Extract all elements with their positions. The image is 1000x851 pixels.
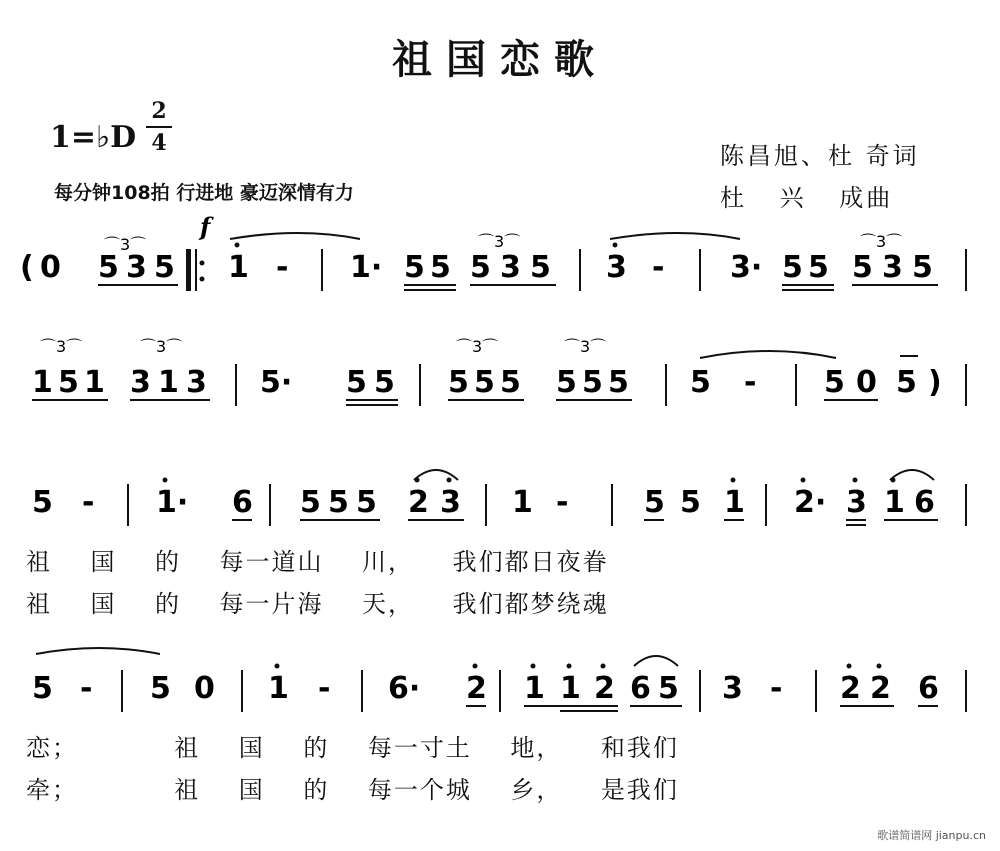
note: 5: [58, 365, 79, 400]
octave-dot: [447, 478, 452, 483]
note: 5: [374, 365, 395, 400]
song-title: 祖国恋歌: [392, 36, 608, 83]
time-signature-top: 2: [151, 98, 167, 124]
note: 6: [914, 485, 935, 520]
octave-dot: [601, 664, 606, 669]
note: 2: [840, 671, 861, 706]
note: 2: [870, 671, 891, 706]
octave-dot: [731, 478, 736, 483]
note: 5: [556, 365, 577, 400]
note: 3·: [730, 250, 763, 285]
note: 3: [130, 365, 151, 400]
octave-dot: [567, 664, 572, 669]
triplet-mark: ⌒3⌒: [478, 232, 521, 251]
score-row-4: [0, 640, 1000, 720]
octave-dot: [613, 243, 618, 248]
octave-dot: [877, 664, 882, 669]
lyrics-verse-1-line-2: 恋； 祖 国 的 每一寸土 地， 和我们: [26, 734, 679, 762]
time-signature-divider: [146, 126, 172, 128]
note: 3: [846, 485, 867, 520]
triplet-mark: ⌒3⌒: [40, 337, 83, 356]
dash: -: [556, 485, 569, 520]
octave-dot: [801, 478, 806, 483]
note: 2: [466, 671, 487, 706]
note: 5: [150, 671, 171, 706]
note: 5: [808, 250, 829, 285]
note: 5: [430, 250, 451, 285]
note: 1: [524, 671, 545, 706]
note: 5: [404, 250, 425, 285]
note: 5: [32, 485, 53, 520]
note: 6·: [388, 671, 421, 706]
note: 5: [824, 365, 845, 400]
note: 2: [408, 485, 429, 520]
repeat-start-barline: [186, 249, 191, 291]
score-row-1: [0, 212, 1000, 305]
repeat-dot: [200, 261, 205, 266]
tie-arc: [610, 233, 740, 239]
score-row-4-graphics: [0, 640, 1000, 720]
note: 1: [560, 671, 581, 706]
note: 5: [328, 485, 349, 520]
note: 3: [126, 250, 147, 285]
note: 3: [186, 365, 207, 400]
note: 1: [884, 485, 905, 520]
octave-dot: [531, 664, 536, 669]
note: 5: [32, 671, 53, 706]
score-row-3-graphics: [0, 460, 1000, 540]
dash: -: [318, 671, 331, 706]
note: 5: [782, 250, 803, 285]
note: 6: [630, 671, 651, 706]
note: 5·: [260, 365, 293, 400]
dash: -: [770, 671, 783, 706]
note: 5: [852, 250, 873, 285]
triplet-mark: ⌒3⌒: [104, 235, 147, 254]
lyrics-verse-2-line-1: 祖 国 的 每一片海 天， 我们都梦绕魂: [26, 590, 609, 618]
note: 5: [470, 250, 491, 285]
score-row-1-graphics: [0, 212, 1000, 305]
repeat-dot: [200, 277, 205, 282]
dash: -: [652, 250, 665, 285]
key-signature: 1=♭D: [50, 120, 137, 155]
note: 2·: [794, 485, 827, 520]
note: 5: [500, 365, 521, 400]
lyrics-verse-2-line-2: 牵； 祖 国 的 每一个城 乡， 是我们: [26, 776, 679, 804]
note: 5: [154, 250, 175, 285]
note: 5: [608, 365, 629, 400]
watermark: 歌谱简谱网 jianpu.cn: [877, 829, 986, 842]
lyricist-credit: 陈昌旭、杜 奇词: [720, 142, 920, 170]
note: 1: [158, 365, 179, 400]
composer-credit: 杜 兴 成曲: [720, 184, 894, 212]
note: 1: [512, 485, 533, 520]
note: 1: [32, 365, 53, 400]
time-signature: [146, 98, 172, 156]
triplet-mark: ⌒3⌒: [140, 337, 183, 356]
slur-arc: [890, 470, 934, 480]
dash: -: [82, 485, 95, 520]
note: 5: [644, 485, 665, 520]
triplet-mark: ⌒3⌒: [860, 232, 903, 251]
octave-dot: [847, 664, 852, 669]
score-row-2: [0, 337, 1000, 420]
triplet-mark: ⌒3⌒: [564, 337, 607, 356]
note: 1·: [350, 250, 383, 285]
triplet-mark: ⌒3⌒: [456, 337, 499, 356]
tie-arc: [700, 351, 836, 358]
dash: -: [744, 365, 757, 400]
note: 3: [722, 671, 743, 706]
octave-dot: [235, 243, 240, 248]
note: 6: [232, 485, 253, 520]
octave-dot: [163, 478, 168, 483]
note: 5: [680, 485, 701, 520]
note: 0: [856, 365, 877, 400]
slur-arc: [634, 656, 678, 666]
note: 1: [268, 671, 289, 706]
note: 6: [918, 671, 939, 706]
note: 1·: [156, 485, 189, 520]
tie-arc: [36, 648, 160, 654]
dynamic-forte: f: [200, 212, 211, 241]
note: 0: [194, 671, 215, 706]
slur-arc: [414, 470, 458, 480]
dash: -: [276, 250, 289, 285]
score-row-2-graphics: [0, 337, 1000, 420]
note: 1: [228, 250, 249, 285]
octave-dot: [853, 478, 858, 483]
note: 3: [440, 485, 461, 520]
closing-parenthesis: ): [928, 365, 942, 400]
note: 5: [896, 365, 917, 400]
time-signature-bottom: 4: [151, 130, 167, 156]
note: 5: [346, 365, 367, 400]
note: 5: [690, 365, 711, 400]
note: 3: [882, 250, 903, 285]
note: 5: [98, 250, 119, 285]
lyrics-verse-1-line-1: 祖 国 的 每一道山 川， 我们都日夜眷: [26, 548, 609, 576]
note: 5: [474, 365, 495, 400]
note: 5: [448, 365, 469, 400]
note: 5: [356, 485, 377, 520]
note: 5: [582, 365, 603, 400]
score-row-3: [0, 460, 1000, 540]
note: 5: [530, 250, 551, 285]
note: 5: [658, 671, 679, 706]
note: 3: [606, 250, 627, 285]
note: 5: [300, 485, 321, 520]
dash: -: [80, 671, 93, 706]
note: 2: [594, 671, 615, 706]
opening-parenthesis: (: [20, 250, 34, 285]
note: 5: [912, 250, 933, 285]
tempo-marking: 每分钟108拍 行进地 豪迈深情有力: [54, 182, 354, 204]
octave-dot: [275, 664, 280, 669]
note: 0: [40, 250, 61, 285]
note: 1: [84, 365, 105, 400]
octave-dot: [473, 664, 478, 669]
note: 3: [500, 250, 521, 285]
tie-arc: [230, 233, 360, 239]
note: 1: [724, 485, 745, 520]
